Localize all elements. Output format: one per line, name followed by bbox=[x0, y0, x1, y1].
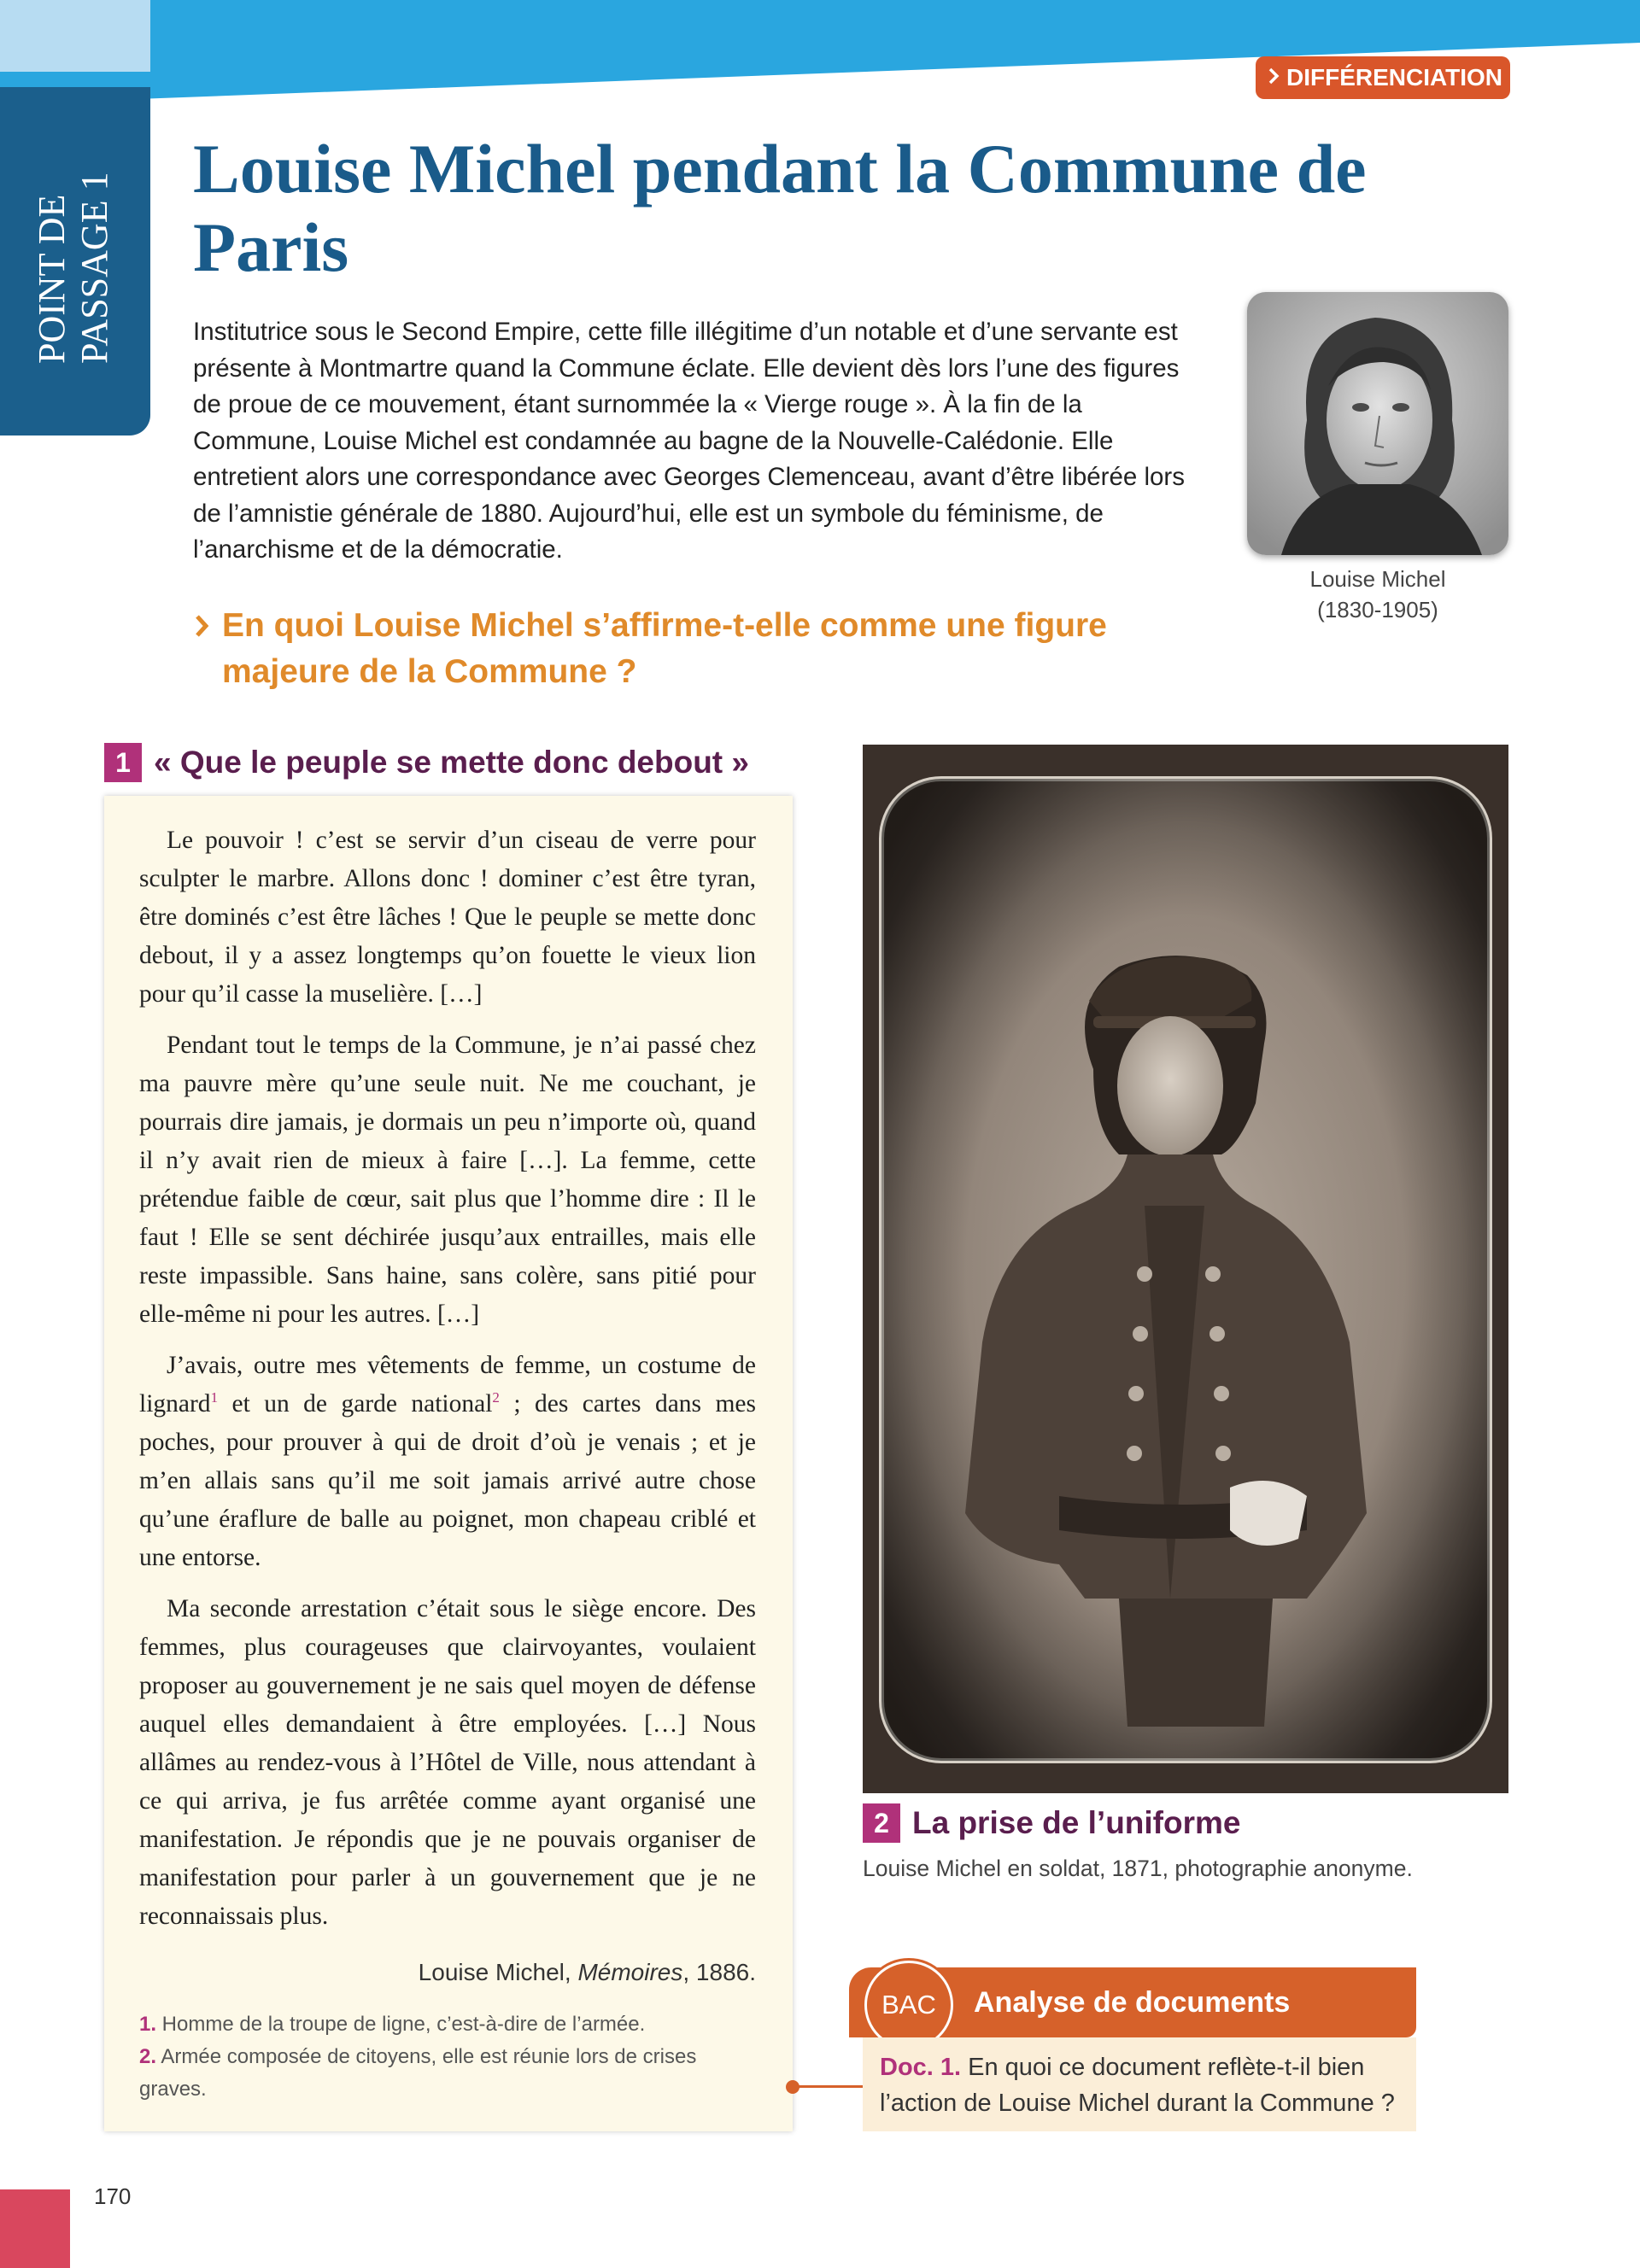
doc1-paragraph bbox=[139, 1347, 756, 1577]
page-number: 170 bbox=[94, 2183, 132, 2209]
footnote-number: 2. bbox=[139, 2045, 157, 2068]
connector-dot bbox=[786, 2080, 800, 2094]
doc1-text-run: J’avais, outre mes vêtements de femme, un costume de lignard bbox=[139, 1352, 756, 1418]
doc2-heading bbox=[863, 1803, 1508, 1846]
doc1-title: « Que le peuple se mette donc debout » bbox=[154, 745, 749, 780]
doc2-caption: Louise Michel en soldat, 1871, photographie anonyme. bbox=[863, 1856, 1413, 1881]
portrait-dates: (1830-1905) bbox=[1317, 597, 1438, 623]
bac-question bbox=[880, 2049, 1409, 2121]
connector-line bbox=[793, 2085, 863, 2088]
source-year: , 1886. bbox=[682, 1959, 756, 1985]
section-label: POINT DE PASSAGE 1 bbox=[31, 172, 115, 364]
source-author: Louise Michel, bbox=[418, 1959, 578, 1985]
page-title: Louise Michel pendant la Commune de Paris bbox=[193, 130, 1367, 286]
badge-label: DIFFÉRENCIATION bbox=[1286, 64, 1503, 91]
bac-question-text: En quoi ce document reflète-t-il bien l’action de Louise Michel durant la Commune ? bbox=[880, 2054, 1395, 2117]
portrait-name: Louise Michel bbox=[1309, 566, 1446, 592]
footnote-ref-1[interactable]: 1 bbox=[210, 1389, 219, 1406]
source-work: Mémoires bbox=[577, 1959, 683, 1985]
doc1-heading bbox=[104, 743, 822, 786]
doc2-number: 2 bbox=[863, 1803, 900, 1843]
bac-title: Analyse de documents bbox=[974, 1986, 1291, 2019]
doc1-paragraph: Le pouvoir ! c’est se servir d’un ciseau de verre pour sculpter le marbre. Allons donc ! dominer c’est être tyran, être dominés c’est être lâches ! Que le peuple se mette donc debout, il y a assez longtemps qu’on fouette le vieux lion pour qu’il casse la muselière. […] bbox=[139, 827, 756, 1008]
doc1-text-run: ; des cartes dans mes poches, pour prouver à qui de droit d’où je venais ; et je m’en allais sans qu’il me soit jamais arrivé autre chose qu’une éraflure de balle au poignet, mon chapeau criblé et une entorse. bbox=[139, 1390, 756, 1571]
question-text: En quoi Louise Michel s’affirme-t-elle comme une figure majeure de la Commune ? bbox=[222, 607, 1107, 690]
chevron-right-icon bbox=[1268, 56, 1280, 99]
footnote-text: Homme de la troupe de ligne, c’est-à-dire de l’armée. bbox=[156, 2013, 646, 2036]
chevron-right-icon bbox=[193, 603, 212, 662]
doc1-text bbox=[139, 821, 756, 1949]
doc1-source bbox=[139, 1955, 756, 1990]
doc2-title: La prise de l’uniforme bbox=[912, 1805, 1241, 1840]
bac-logo-icon: BAC bbox=[864, 1961, 953, 2049]
footnote-text: Armée composée de citoyens, elle est réunie lors de crises graves. bbox=[139, 2045, 697, 2101]
footnote-ref-2[interactable]: 2 bbox=[492, 1389, 500, 1406]
doc1-paragraph: Pendant tout le temps de la Commune, je n’ai passé chez ma pauvre mère qu’une seule nuit. Ne me couchant, je pourrais dire jamais, je dormais un peu n’importe où, quand il n’y avait rien de mieux à faire […]. La femme, cette prétendue faible de cœur, sait plus que l’homme dire : Il le faut ! Elle se sent déchirée jusqu’aux entrailles, mais elle reste impassible. Sans haine, sans colère, sans pitié pour elle-même ni pour les autres. […] bbox=[139, 1032, 756, 1328]
differenciation-badge[interactable] bbox=[1256, 56, 1510, 99]
footnote-number: 1. bbox=[139, 2013, 157, 2036]
footnote bbox=[139, 2008, 756, 2041]
page-marker bbox=[0, 2189, 70, 2268]
doc1-number: 1 bbox=[104, 743, 142, 782]
intro-text: Institutrice sous le Second Empire, cette fille illégitime d’un notable et d’une servante est présente à Montmartre quand la Commune éclate. Elle devient dès lors l’une des figures de proue de ce mouvement, étant surnommée la « Vierge rouge ». À la fin de la Commune, Louise Michel est condamnée au bagne de la Nouvelle-Calédonie. Elle entretient alors une correspondance avec Georges Clemenceau, avant d’être libérée lors de l’amnistie générale de 1880. Aujourd’hui, elle est un symbole du féminisme, de l’anarchisme et de la démocratie. bbox=[193, 318, 1186, 564]
doc1-footnotes bbox=[139, 2008, 756, 2106]
doc1-paragraph: Ma seconde arrestation c’était sous le siège encore. Des femmes, plus courageuses que clairvoyantes, voulaient proposer au gouvernement je ne sais quel moyen de défense auquel elles demandaient à être employées. […] Nous allâmes au rendez-vous à l’Hôtel de Ville, nous attendant à ce qui arriva, je fus arrêtée comme ayant organisé une manifestation. Je répondis que je ne pouvais organiser de manifestation pour parler à un gouvernement que je ne reconnaissais plus. bbox=[139, 1595, 756, 1930]
guiding-question bbox=[193, 603, 1218, 695]
footnote bbox=[139, 2041, 756, 2106]
bac-doc-ref[interactable]: Doc. 1. bbox=[880, 2054, 962, 2081]
doc1-text-run: et un de garde national bbox=[218, 1390, 493, 1418]
portrait-photo bbox=[1247, 292, 1508, 555]
header-corner bbox=[0, 0, 150, 72]
portrait-caption bbox=[1247, 564, 1508, 625]
uniform-photo bbox=[863, 745, 1508, 1793]
